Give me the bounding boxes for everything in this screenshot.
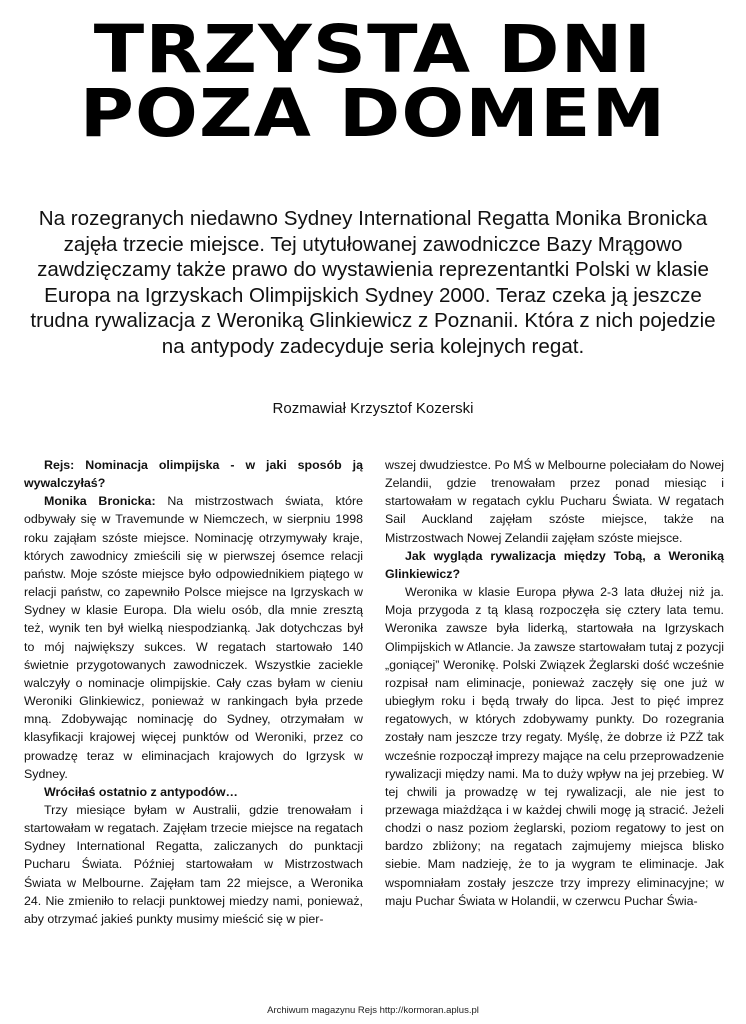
left-column — [24, 456, 363, 928]
question-1: Rejs: Nominacja olimpijska - w jaki sposób ją wywalczyłaś? — [24, 458, 363, 491]
article-title — [0, 11, 746, 152]
answer-1 — [24, 492, 363, 783]
right-column — [385, 456, 724, 910]
article-lead: Na rozegranych niedawno Sydney International Regatta Monika Bronicka zajęła trzecie miejsce. Tej utytułowanej zawodniczce Bazy Mrągowo zawdzięczamy także prawo do wystawienia reprezentantki Polski w klasie Europa na Igrzyskach Olimpijskich Sydney 2000. Teraz czeka ją jeszcze trudna rywalizacja z Weroniką Glinkiewicz z Poznanii. Która z nich pojedzie na antypody zadecyduje seria kolejnych regat. — [30, 207, 716, 358]
answer-2: Trzy miesiące byłam w Australii, gdzie trenowałam i startowałam w regatach. Zajęłam trzecie miejsce na regatach Sydney International Regatta, zaliczanych do punktacji Pucharu Świata. Później startowałam w Mistrzostwach Świata w Melbourne. Zajęłam tam 22 miejsce, a Weronika 24. Nie zmieniło to relacji punktowej miedzy nami, ponieważ, aby otrzymać jakieś punkty musimy mieścić się w pier- — [24, 802, 363, 926]
answer-2-continued: wszej dwudziestce. Po MŚ w Melbourne poleciałam do Nowej Zelandii, gdzie trenowałam przez ponad miesiąc i startowałam w regatach cyklu Pucharu Świata. W regatach Sail Auckland zajęłam szóste miejsce, także na Mistrzostwach Nowej Zelandii zajęłam szóste miejsce. — [385, 458, 724, 545]
question-2: Wróciłaś ostatnio z antypodów… — [44, 784, 238, 799]
article-byline: Rozmawiał Krzysztof Kozerski — [272, 400, 474, 417]
article-title-line-2: POZA DOMEM — [79, 75, 667, 152]
article-title-line-1: TRZYSTA DNI — [93, 11, 653, 88]
answer-1-speaker: Monika Bronicka: — [44, 494, 156, 509]
answer-3: Weronika w klasie Europa pływa 2-3 lata dłużej niż ja. Moja przygoda z tą klasą rozpoczęła się cztery lata temu. Weronika zawsze była liderką, startowała na Igrzyskach Olimpijskich w Atlancie. Ja zawsze startowałam tutaj z pozycji „goniącej” Weronikę. Polski Związek Żeglarski dość wcześnie rozpisał nam eliminacje, ponieważ zaczęły się one już w ubiegłym roku i będą trwały do lipca. Jest to pięć imprez regatowych, w których zdobywamy punkty. Do rozegrania zostały nam jeszcze trzy regaty. Myślę, że dobrze iż PZŻ tak wcześnie rozpoczął imprezy mające na celu przeprowadzenie rywalizacji między nami. Ma to duży wpływ na jej przebieg. W tej chwili ja prowadzę w tej rywalizacji, ale nie jest to przewaga miażdżąca i w każdej chwili mogę ją stracić. Jeżeli chodzi o nasz poziom żeglarski, poziom regatowy to jest on bardzo zbliżony; na regatach zajmujemy miejsca blisko siebie. Mam nadzieję, że to ja wygram te eliminacje. Jak wspomniałam zostały jeszcze trzy imprezy eliminacyjne; w maju Puchar Świata w Holandii, w czerwcu Puchar Świa- — [385, 585, 724, 908]
question-3: Jak wygląda rywalizacja między Tobą, a Weroniką Glinkiewicz? — [385, 548, 724, 581]
archive-footer: Archiwum magazynu Rejs http://kormoran.aplus.pl — [267, 1005, 479, 1016]
answer-1-text: Na mistrzostwach świata, które odbywały się w Travemunde w Niemczech, w sierpniu 1998 roku zająłam szóste miejsce. Nominację otrzymywały kraje, których zawodnicy zmieścili się w pierwszej ósemce relacji państw. Moje szóste miejsce było odpowiednikiem piątego w relacji państw, co zapewniło Polsce miejsce na Igrzyskach w Sydney w klasie Europa. Dla wielu osób, dla mnie zresztą też, wynik ten był wielką niespodzianką. Jak dotychczas był to mój największy sukces. W regatach startowało 140 świetnie przygotowanych zawodniczek. Wszystkie zaciekle walczyły o nominacje olimpijskie. Cały czas byłam w cieniu Weroniki Glinkiewicz, ponieważ w rankingach była przede mną. Zdobywając nominację do Sydney, otrzymałam w klasyfikacji krajowej więcej punktów od Weroniki, przez co prowadzę teraz w eliminacjach krajowych do Igrzysk w Sydney. — [24, 494, 363, 781]
